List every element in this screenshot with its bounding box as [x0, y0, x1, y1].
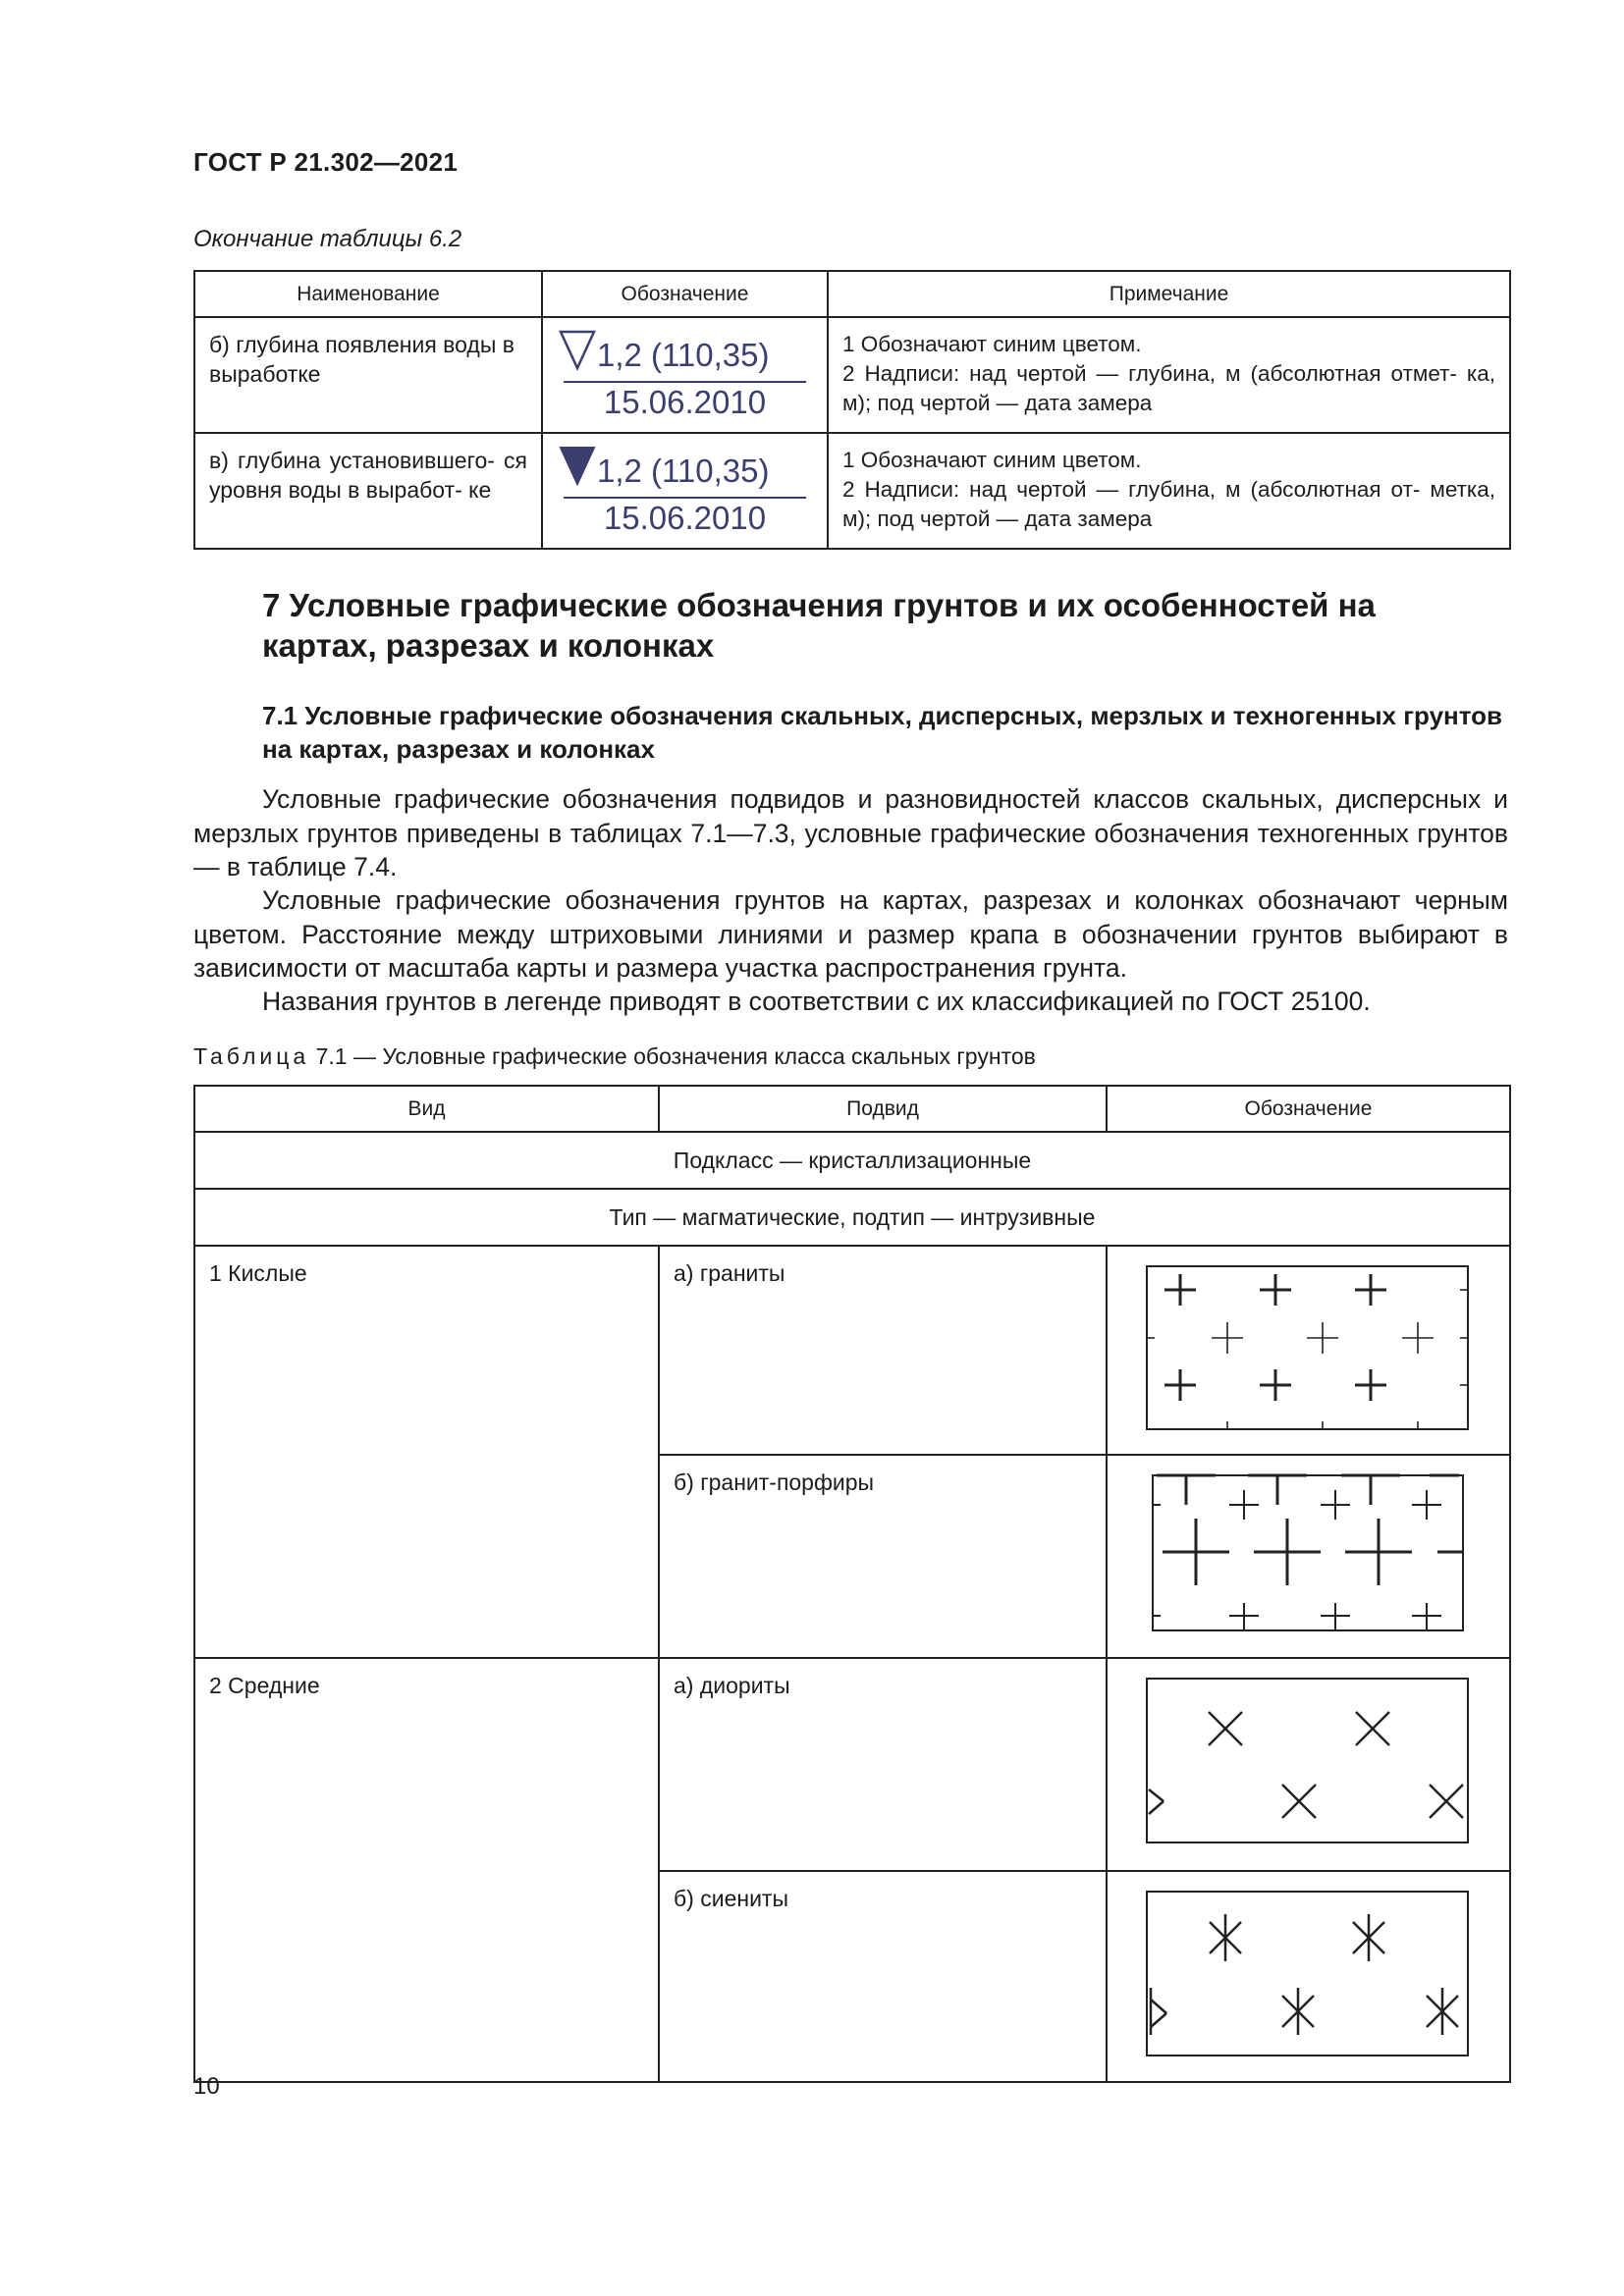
- row-name: в) глубина установившего- ся уровня воды в выработ- ке: [209, 448, 527, 503]
- document-code: ГОСТ Р 21.302—2021: [193, 147, 459, 177]
- syenite-pattern: [1108, 1872, 1511, 2076]
- type-row: [194, 1189, 1510, 1246]
- water-appearance-symbol: [543, 318, 827, 432]
- table-title-text: 7.1 — Условные графические обозначения класса скальных грунтов: [309, 1043, 1036, 1069]
- subclass-row: [194, 1132, 1510, 1189]
- paragraph: Условные графические обозначения грунтов на картах, разрезах и колонках обозначают черным цветом. Расстояние между штриховыми линиями и размер крапа в обозначении грунтов выбирают в зависимости от масштаба карты и размера участка распространения грунта.: [193, 885, 1508, 983]
- column-header-symbol: Обозначение: [542, 271, 828, 317]
- table-6-2: [193, 270, 1511, 550]
- table-continuation-caption: Окончание таблицы 6.2: [193, 226, 462, 252]
- row-name: б) глубина появления воды в выработке: [209, 332, 514, 387]
- table-row: [194, 317, 1510, 433]
- subkind-label: а) граниты: [674, 1260, 785, 1286]
- table-row: [194, 433, 1510, 549]
- granite-pattern: [1108, 1247, 1511, 1449]
- row-note: 1 Обозначают синим цветом. 2 Надписи: над чертой — глубина, м (абсолютная отмет- ка, м); под чертой — дата замера: [842, 332, 1495, 415]
- granite-porphyry-pattern: [1108, 1456, 1511, 1652]
- date-label: 15.06.2010: [603, 384, 767, 420]
- subkind-label: б) сиениты: [674, 1886, 788, 1911]
- table-title: [193, 1043, 1036, 1070]
- subkind-label: б) гранит-порфиры: [674, 1469, 875, 1495]
- diorite-pattern: [1108, 1659, 1511, 1865]
- depth-label: 1,2 (110,35): [597, 337, 770, 373]
- water-level-symbol: [543, 434, 827, 548]
- table-row: [194, 1658, 1510, 1871]
- row-note: 1 Обозначают синим цветом. 2 Надписи: над чертой — глубина, м (абсолютная от- метка, м); под чертой — дата замера: [842, 448, 1495, 531]
- date-label: 15.06.2010: [603, 500, 767, 536]
- paragraph: Названия грунтов в легенде приводят в соответствии с их классификацией по ГОСТ 25100.: [262, 987, 1371, 1016]
- type-label: Тип — магматические, подтип — интрузивные: [194, 1189, 1510, 1246]
- section-heading: 7 Условные графические обозначения грунтов и их особенностей на картах, разрезах и колонках: [262, 587, 1376, 664]
- table-title-prefix: Таблица: [193, 1043, 310, 1069]
- column-header-kind: Вид: [194, 1086, 659, 1132]
- page-number: 10: [193, 2073, 220, 2100]
- table-row: [194, 1246, 1510, 1455]
- table-header-row: [194, 271, 1510, 317]
- table-header-row: [194, 1086, 1510, 1132]
- kind-label: 2 Средние: [209, 1673, 320, 1698]
- column-header-note: Примечание: [828, 271, 1510, 317]
- subkind-label: а) диориты: [674, 1673, 790, 1698]
- column-header-subkind: Подвид: [659, 1086, 1107, 1132]
- paragraph: Условные графические обозначения подвидов и разновидностей классов скальных, дисперсных и мерзлых грунтов приведены в таблицах 7.1—7.3, условные графические обозначения техногенных грунтов — в таблице 7.4.: [193, 784, 1508, 881]
- subclass-label: Подкласс — кристаллизационные: [194, 1132, 1510, 1189]
- subsection-heading: 7.1 Условные графические обозначения скальных, дисперсных, мерзлых и техногенных грунтов на картах, разрезах и колонках: [262, 701, 1503, 764]
- column-header-symbol: Обозначение: [1107, 1086, 1510, 1132]
- kind-label: 1 Кислые: [209, 1260, 307, 1286]
- depth-label: 1,2 (110,35): [597, 453, 770, 489]
- column-header-name: Наименование: [194, 271, 542, 317]
- table-7-1: [193, 1085, 1511, 2083]
